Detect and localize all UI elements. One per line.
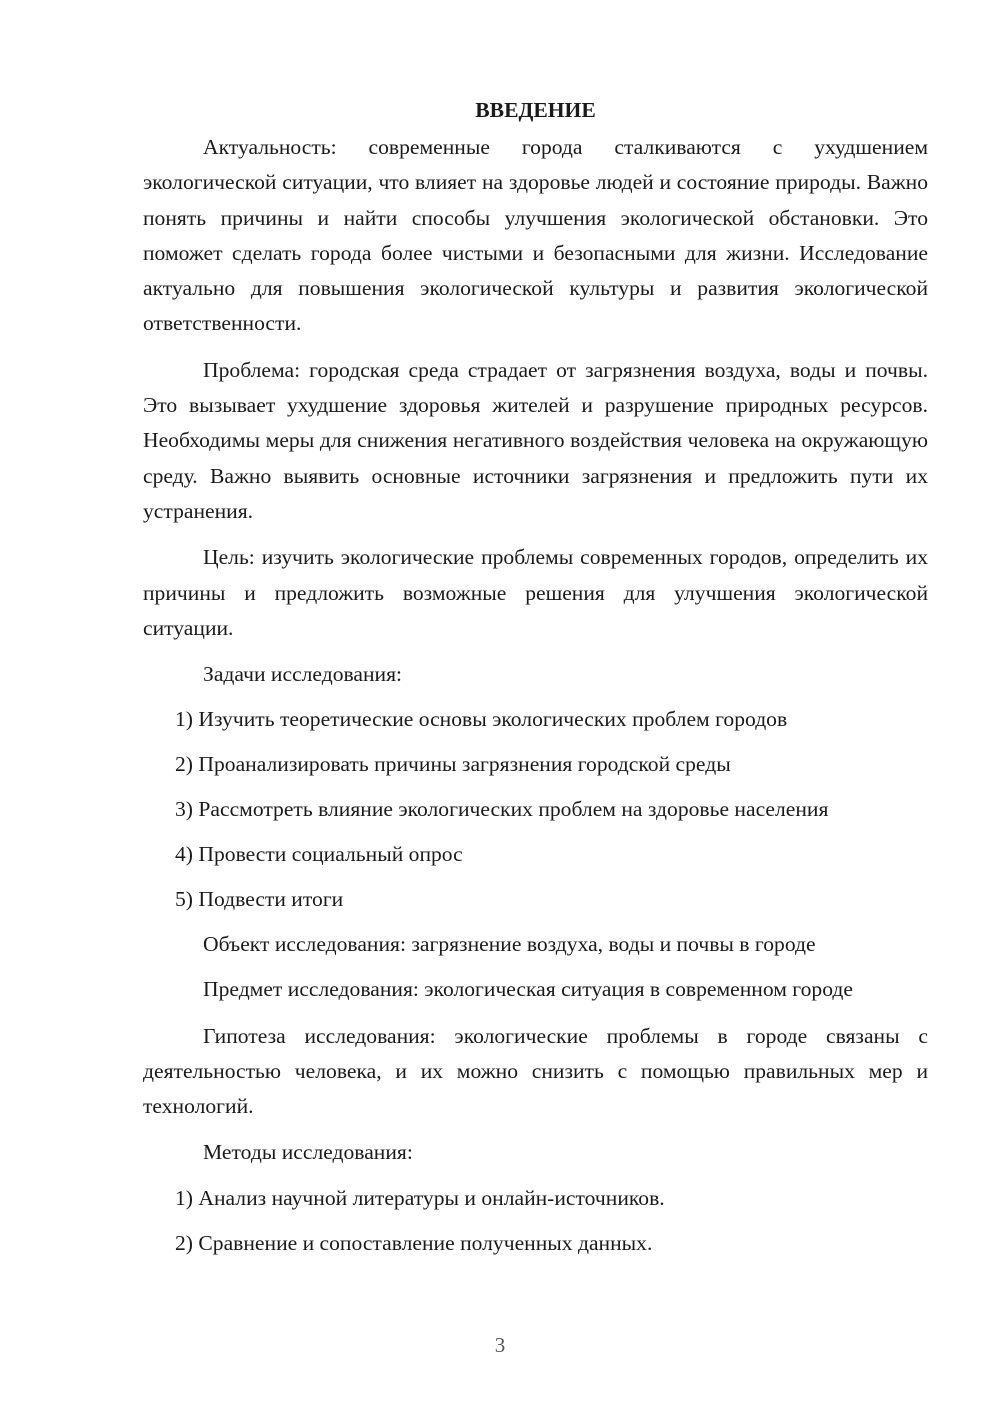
task-item: 1) Изучить теоретические основы экологических проблем городов: [175, 707, 788, 732]
method-item: 1) Анализ научной литературы и онлайн-источников.: [175, 1185, 665, 1210]
relevance-paragraph: Актуальность: современные города сталкиваются с ухудшением экологической ситуации, что влияет на здоровье людей и состояние природы. Важно понять причины и найти способы улучшения экологической обстановки. Это поможет сделать города более чистыми и безопасными для жизни. Исследование актуально для повышения экологической культуры и развития экологической ответственности.: [143, 135, 928, 336]
subject-paragraph: Предмет исследования: экологическая ситуация в современном городе: [203, 977, 853, 1002]
task-item: 5) Подвести итоги: [175, 887, 344, 912]
tasks-label: Задачи исследования:: [203, 662, 403, 687]
page-number: 3: [494, 1333, 506, 1357]
task-item: 2) Проанализировать причины загрязнения городской среды: [175, 752, 731, 777]
hypothesis-paragraph: Гипотеза исследования: экологические проблемы в городе связаны с деятельностью человека, и их можно снизить с помощью правильных мер и технологий.: [143, 1023, 928, 1119]
problem-paragraph: Проблема: городская среда страдает от загрязнения воздуха, воды и почвы. Это вызывает ухудшение здоровья жителей и разрушение природных ресурсов. Необходимы меры для снижения негативного воздействия человека на окружающую среду. Важно выявить основные источники загрязнения и предложить пути их устранения.: [143, 357, 928, 523]
page-body: [143, 92, 928, 1272]
methods-label: Методы исследования:: [203, 1140, 413, 1165]
method-item: 2) Сравнение и сопоставление полученных данных.: [175, 1231, 653, 1256]
object-paragraph: Объект исследования: загрязнение воздуха, воды и почвы в городе: [203, 931, 816, 956]
goal-paragraph: Цель: изучить экологические проблемы современных городов, определить их причины и предложить возможные решения для улучшения экологической ситуации.: [143, 545, 928, 640]
page-title: ВВЕДЕНИЕ: [475, 98, 596, 122]
task-item: 4) Провести социальный опрос: [175, 842, 463, 867]
task-item: 3) Рассмотреть влияние экологических проблем на здоровье населения: [175, 797, 829, 822]
